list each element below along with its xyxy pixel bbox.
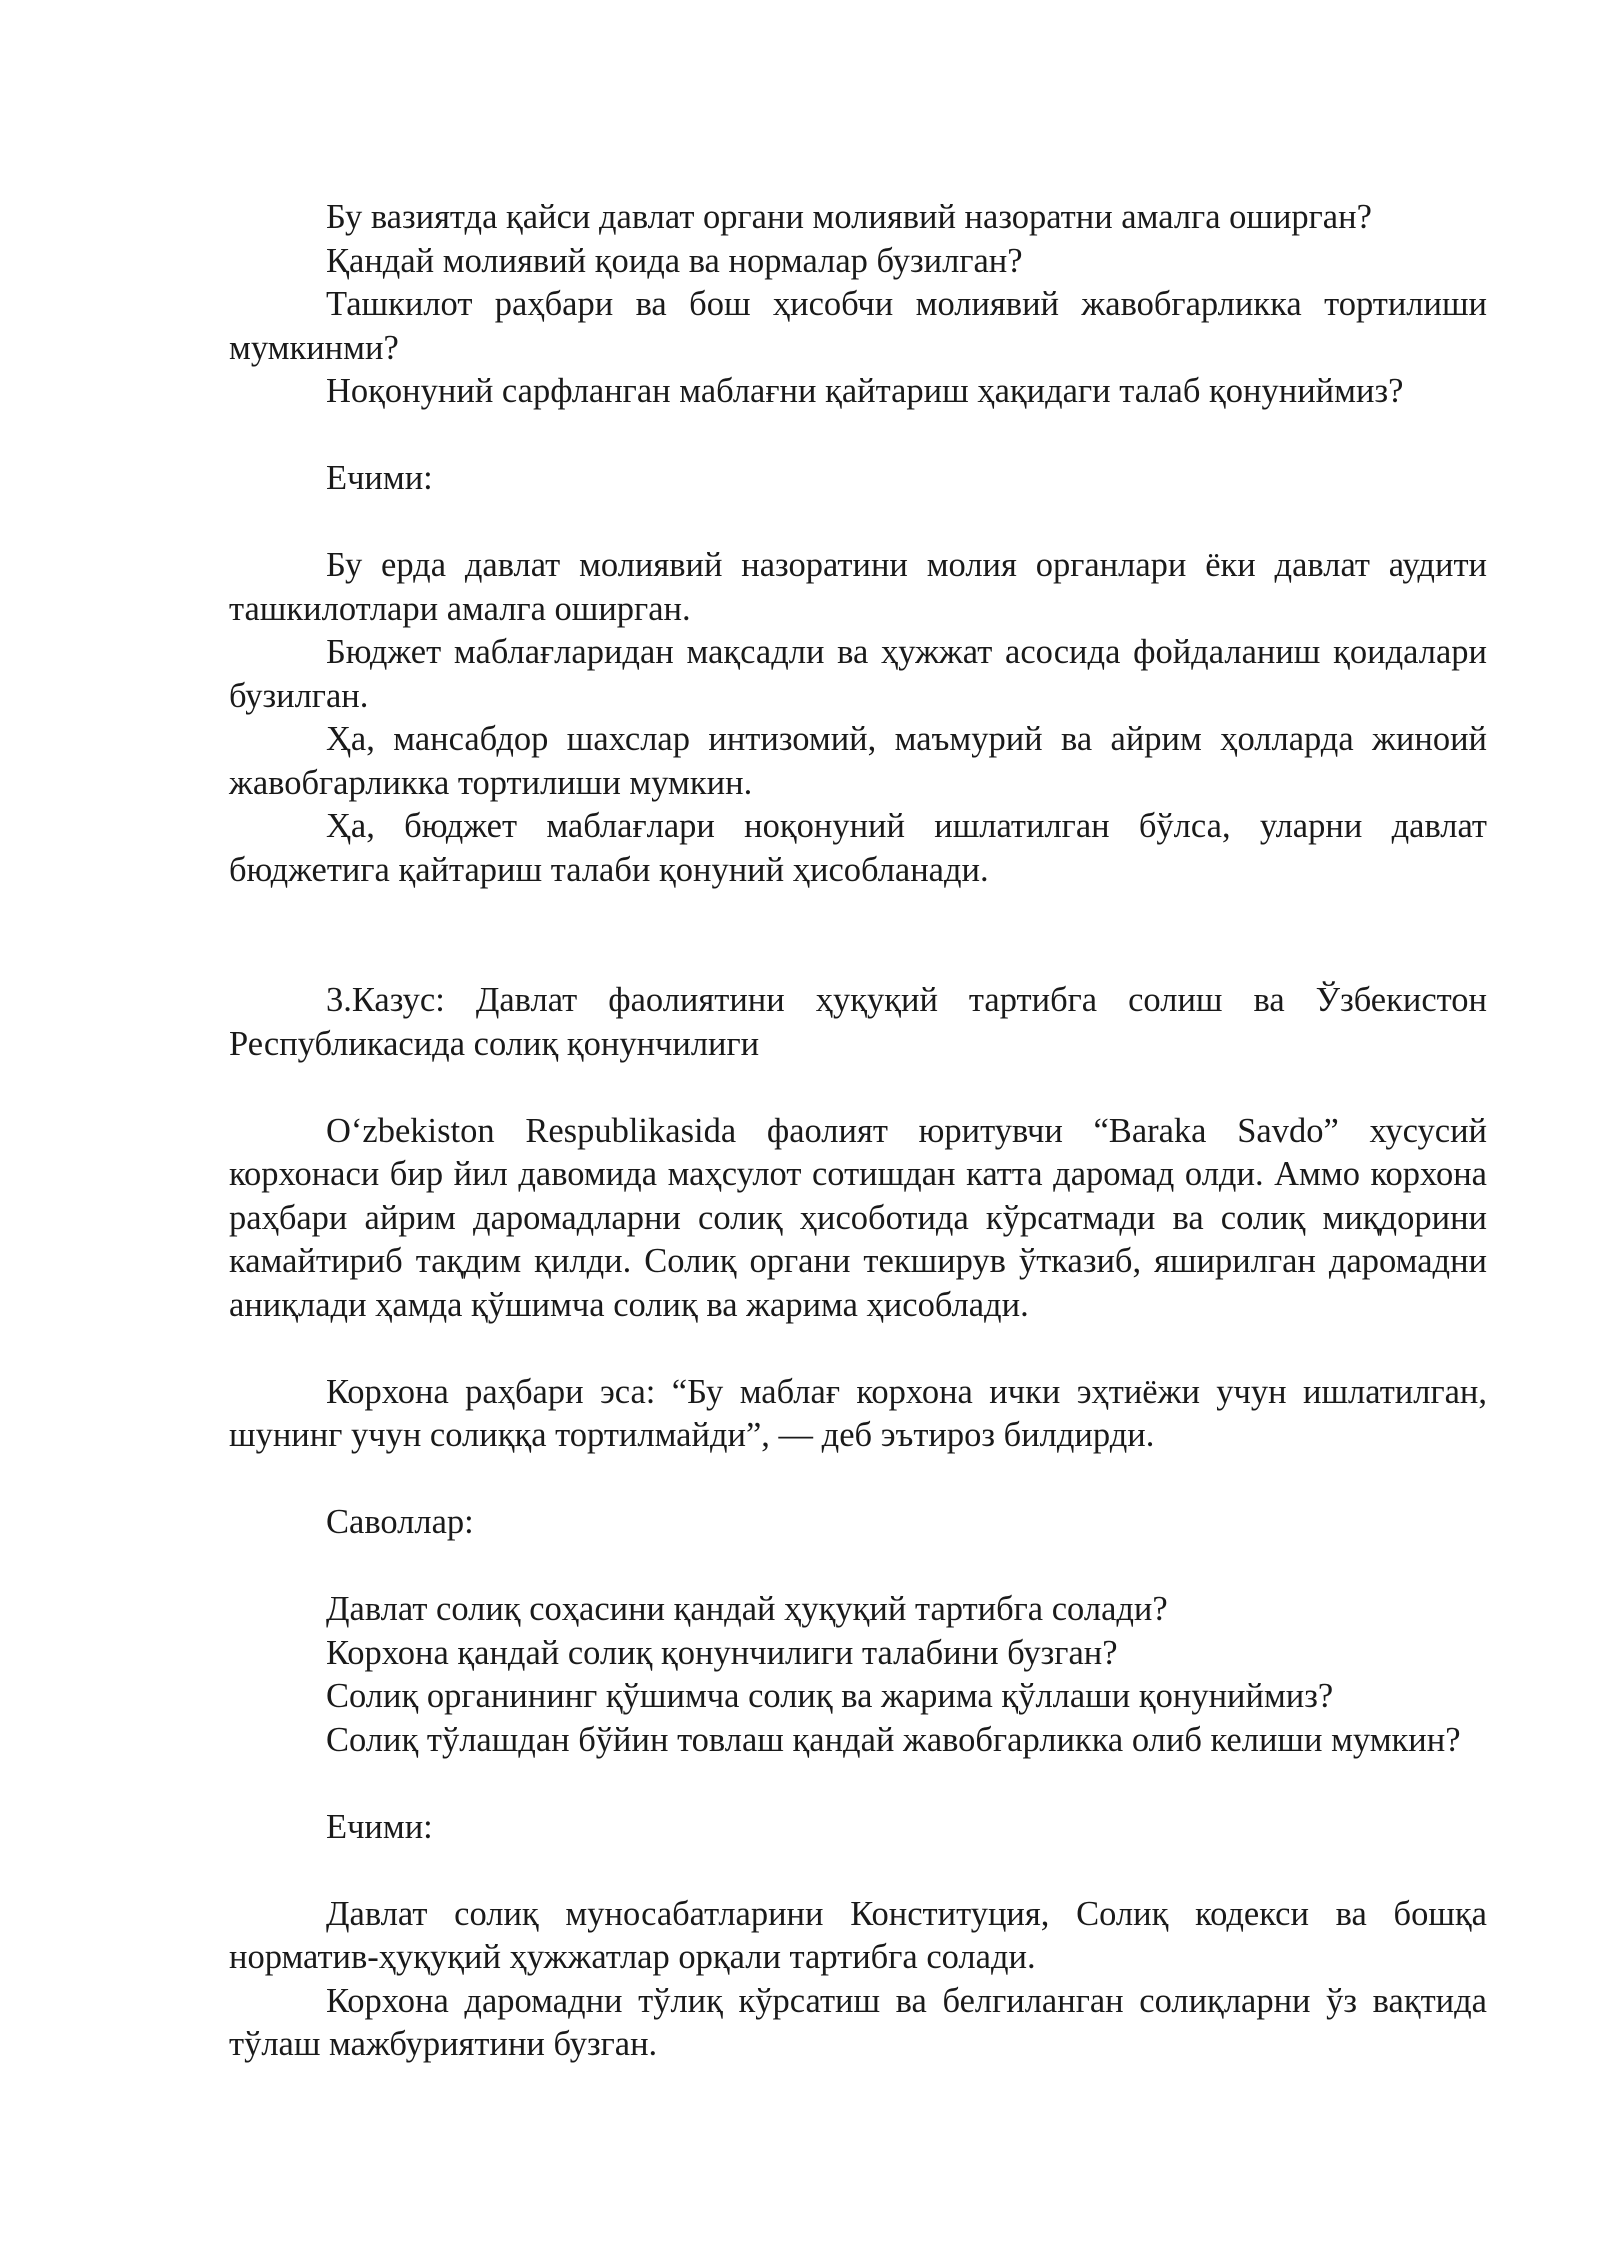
question-paragraph: Ташкилот раҳбари ва бош ҳисобчи молиявий жавобгарликка тортилиши мумкинми? — [229, 285, 1487, 367]
section-spacer — [229, 892, 1487, 979]
paragraph-spacer — [229, 1066, 1487, 1110]
paragraph-spacer — [229, 1762, 1487, 1806]
solution-heading: Ечими: — [326, 1807, 433, 1846]
question-paragraph: Қандай молиявий қоида ва нормалар бузилган? — [326, 241, 1023, 280]
paragraph-spacer — [229, 501, 1487, 545]
paragraph-spacer — [229, 1327, 1487, 1371]
solution-heading: Ечими: — [326, 459, 433, 497]
objection-paragraph: Корхона раҳбари эса: “Бу маблағ корхона ички эҳтиёжи учун ишлатилган, шунинг учун солиққа тортилмайди”, — деб эътироз билдирди. — [229, 1372, 1487, 1454]
answer-paragraph: Бу ерда давлат молиявий назоратини молия органлари ёки давлат аудити ташкилотлари амалга оширган. — [229, 546, 1487, 628]
answer-paragraph: Ҳа, мансабдор шахслар интизомий, маъмурий ва айрим ҳолларда жиноий жавобгарликка тортилиши мумкин. — [229, 720, 1487, 802]
answer-paragraph: Бюджет маблағларидан мақсадли ва ҳужжат асосида фойдаланиш қоидалари бузилган. — [229, 633, 1487, 715]
case-paragraph: O‘zbekiston Respublikasida фаолият юритувчи “Baraka Savdo” хусусий корхонаси бир йил давомида маҳсулот сотишдан катта даромад олди. Аммо корхона раҳбари айрим даромадларни солиқ ҳисоботида кўрсатмади ва солиқ миқдорини камайтириб тақдим қилди. Солиқ органи текширув ўтказиб, яширилган даромадни аниқлади ҳамда қўшимча солиқ ва жарима ҳисоблади. — [229, 1111, 1487, 1324]
paragraph-spacer — [229, 1458, 1487, 1502]
questions-heading: Саволлар: — [326, 1503, 474, 1541]
answer-paragraph: Давлат солиқ муносабатларини Конституция, Солиқ кодекси ва бошқа норматив-ҳуқуқий ҳужжатлар орқали тартибга солади. — [229, 1894, 1487, 1976]
paragraph-spacer — [229, 1849, 1487, 1893]
question-paragraph: Солиқ органининг қўшимча солиқ ва жарима қўллаши қонуниймиз? — [326, 1677, 1334, 1715]
answer-paragraph: Ҳа, бюджет маблағлари ноқонуний ишлатилган бўлса, уларни давлат бюджетига қайтариш талаби қонуний ҳисобланади. — [229, 807, 1487, 889]
question-paragraph: Ноқонуний сарфланган маблағни қайтариш ҳақидаги талаб қонуниймиз? — [326, 372, 1404, 410]
question-paragraph: Давлат солиқ соҳасини қандай ҳуқуқий тартибга солади? — [326, 1590, 1168, 1628]
paragraph-spacer — [229, 414, 1487, 458]
case-title: 3.Казус: Давлат фаолиятини ҳуқуқий тартибга солиш ва Ўзбекистон Республикасида солиқ қонунчилиги — [229, 981, 1487, 1063]
question-paragraph: Бу вазиятда қайси давлат органи молиявий назоратни амалга оширган? — [326, 198, 1372, 236]
document-page — [229, 196, 1487, 2067]
paragraph-spacer — [229, 1545, 1487, 1589]
answer-paragraph: Корхона даромадни тўлиқ кўрсатиш ва белгиланган солиқларни ўз вақтида тўлаш мажбуриятини бузган. — [229, 1981, 1487, 2063]
question-paragraph: Корхона қандай солиқ қонунчилиги талабини бузган? — [326, 1633, 1118, 1672]
question-paragraph: Солиқ тўлашдан бўйин товлаш қандай жавобгарликка олиб келиши мумкин? — [326, 1720, 1461, 1759]
